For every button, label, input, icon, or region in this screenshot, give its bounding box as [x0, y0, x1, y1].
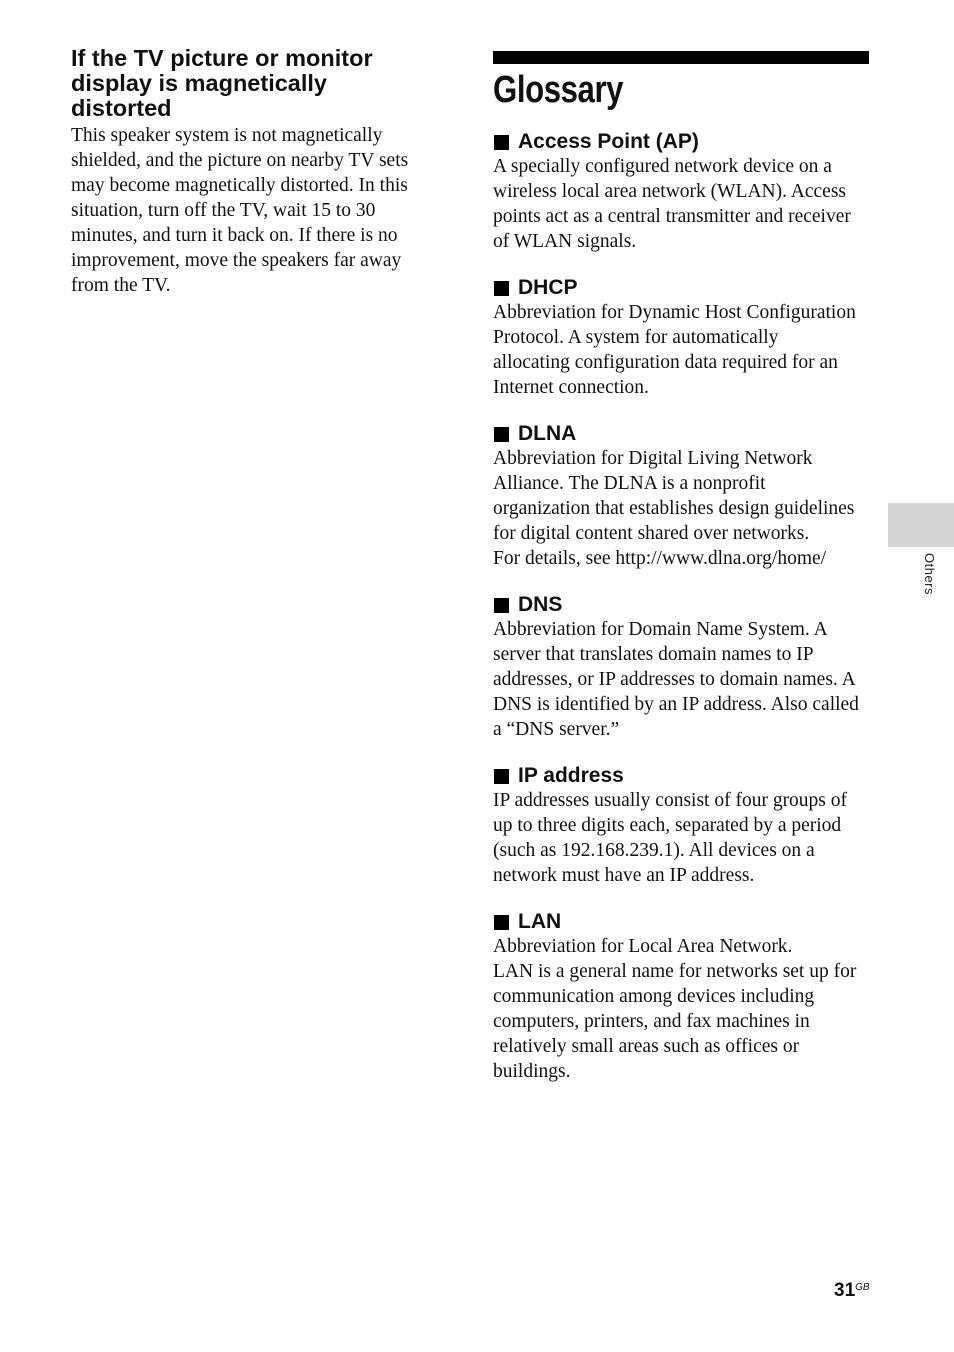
square-bullet-icon [494, 281, 509, 296]
definition-line: Abbreviation for Dynamic Host Configuration [493, 302, 856, 323]
glossary-term-heading [493, 910, 869, 934]
body-line: improvement, move the speakers far away [71, 250, 402, 271]
definition-line: relatively small areas such as offices or [493, 1036, 800, 1057]
glossary-term-heading [493, 130, 869, 154]
definition-line: communication among devices including [493, 986, 815, 1007]
body-line: from the TV. [71, 275, 171, 296]
glossary-definition [493, 154, 869, 254]
square-bullet-icon [494, 135, 509, 150]
definition-line: of WLAN signals. [493, 231, 637, 252]
definition-line: Abbreviation for Local Area Network. [493, 936, 793, 957]
glossary-term-heading [493, 422, 869, 446]
definition-line: points act as a central transmitter and receiver [493, 206, 851, 227]
section-title-line: distorted [71, 95, 172, 121]
page-number-value: 31 [834, 1280, 856, 1301]
glossary-term: DLNA [518, 422, 577, 445]
section-title-line: display is magnetically [71, 70, 327, 96]
glossary-term: IP address [518, 764, 624, 787]
definition-line: DNS is identified by an IP address. Also called [493, 694, 859, 715]
definition-line: Protocol. A system for automatically [493, 327, 779, 348]
definition-line: server that translates domain names to IP [493, 644, 814, 665]
glossary-entry [493, 593, 869, 742]
glossary-term: DHCP [518, 276, 578, 299]
title-rule [493, 51, 869, 64]
glossary-term: DNS [518, 593, 563, 616]
definition-line: computers, printers, and fax machines in [493, 1011, 810, 1032]
section-body [71, 123, 433, 298]
definition-line: addresses, or IP addresses to domain names. A [493, 669, 856, 690]
left-column [71, 46, 433, 298]
definition-line: Abbreviation for Digital Living Network [493, 448, 813, 469]
glossary-term: LAN [518, 910, 562, 933]
definition-line: organization that establishes design guidelines [493, 498, 855, 519]
square-bullet-icon [494, 598, 509, 613]
section-tab-label: Others [922, 553, 937, 596]
definition-line: Abbreviation for Domain Name System. A [493, 619, 828, 640]
glossary-column [493, 51, 869, 1084]
definition-line: buildings. [493, 1061, 571, 1082]
glossary-entry [493, 422, 869, 571]
square-bullet-icon [494, 427, 509, 442]
square-bullet-icon [494, 769, 509, 784]
page-number-suffix: GB [855, 1282, 870, 1293]
definition-line: network must have an IP address. [493, 865, 755, 886]
definition-line: a “DNS server.” [493, 719, 620, 740]
glossary-terms [493, 130, 869, 1084]
glossary-definition [493, 300, 869, 400]
page-number [834, 1280, 870, 1302]
glossary-definition [493, 788, 869, 888]
glossary-definition [493, 617, 869, 742]
glossary-definition [493, 446, 869, 571]
glossary-entry [493, 276, 869, 400]
glossary-entry [493, 764, 869, 888]
glossary-term: Access Point (AP) [518, 130, 699, 153]
definition-line: for digital content shared over networks. [493, 523, 810, 544]
body-line: shielded, and the picture on nearby TV sets [71, 150, 409, 171]
square-bullet-icon [494, 915, 509, 930]
body-line: may become magnetically distorted. In this [71, 175, 408, 196]
section-tab [888, 503, 954, 547]
glossary-term-heading [493, 276, 869, 300]
glossary-entry [493, 130, 869, 254]
definition-line: Internet connection. [493, 377, 649, 398]
definition-line: LAN is a general name for networks set up for [493, 961, 857, 982]
definition-line: For details, see http://www.dlna.org/home/ [493, 548, 827, 569]
glossary-entry [493, 910, 869, 1084]
body-line: minutes, and turn it back on. If there is no [71, 225, 398, 246]
body-line: situation, turn off the TV, wait 15 to 30 [71, 200, 376, 221]
definition-line: IP addresses usually consist of four groups of [493, 790, 848, 811]
definition-line: (such as 192.168.239.1). All devices on a [493, 840, 815, 861]
section-title-line: If the TV picture or monitor [71, 45, 373, 71]
glossary-title: Glossary [493, 69, 624, 111]
definition-line: wireless local area network (WLAN). Access [493, 181, 847, 202]
glossary-term-heading [493, 764, 869, 788]
definition-line: allocating configuration data required for an [493, 352, 838, 373]
body-line: This speaker system is not magnetically [71, 125, 383, 146]
definition-line: up to three digits each, separated by a period [493, 815, 842, 836]
glossary-term-heading [493, 593, 869, 617]
definition-line: A specially configured network device on a [493, 156, 832, 177]
definition-line: Alliance. The DLNA is a nonprofit [493, 473, 766, 494]
section-title [71, 46, 433, 121]
glossary-definition [493, 934, 869, 1084]
